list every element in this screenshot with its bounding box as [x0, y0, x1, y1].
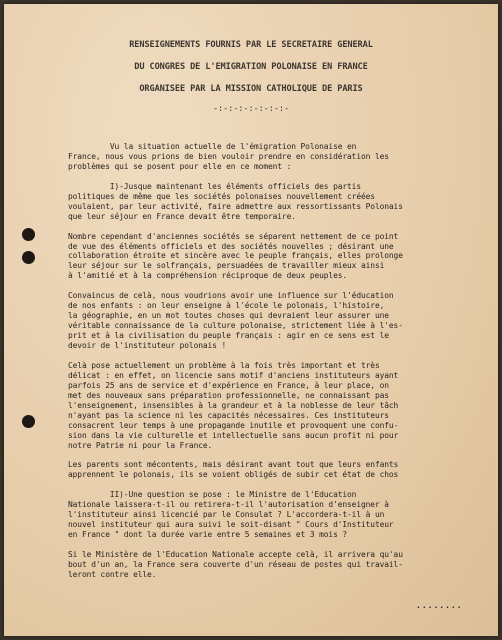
header-line-3: ORGANISEE PAR LA MISSION CATHOLIQUE DE PARIS	[139, 84, 363, 94]
body-text-line: sion dans la vie culturelle et intellectuelle sans aucun profit ni pour	[68, 430, 399, 440]
body-text-line: que leur séjour en France devait être temporaire.	[68, 211, 296, 221]
body-text-line: à l'amitié et à la compréhension réciproque de deux peuples.	[68, 271, 348, 281]
body-text-line: France, nous vous prions de bien vouloir prendre en considération les	[68, 151, 389, 161]
body-text-line: notre Patrie ni pour la France.	[68, 440, 213, 450]
document-page	[4, 4, 498, 636]
body-text-line: nouvel instituteur qui aura suivi le soit-disant " Cours d'Instituteur	[68, 520, 394, 530]
body-text-line: n'ayant pas la science ni les capacités nécessaires. Ces instituteurs	[68, 410, 389, 420]
body-text-line: I)-Jusque maintenant les éléments officiels des partis	[68, 181, 361, 191]
body-text-line: prit et à la civilisation du peuple français : agir en ce sens est le	[68, 331, 389, 340]
body-text-line: Nationale laissera-t-il ou retirera-t-il l'autorisation d'enseigner à	[68, 500, 389, 510]
body-text-line: Convaincus de celà, nous voudrions avoir une influence sur l'éducation	[68, 291, 394, 301]
body-text-line: leront contre elle.	[68, 569, 157, 579]
closing-dots: ........	[416, 601, 463, 610]
body-text-line: Celà pose actuellement un problème à la fois très important et très	[68, 360, 380, 370]
body-text-line: II)-Une question se pose : le Ministre de l'Education	[68, 490, 357, 500]
punch-hole	[22, 251, 35, 264]
body-text-line: l'instituteur ainsi licencié par le Consulat ? L'accordera-t-il à un	[68, 510, 385, 520]
body-text-line: devoir de l'instituteur polonais !	[68, 341, 227, 350]
body-text-line: en France " dont la durée varie entre 5 semaines et 3 mois ?	[68, 530, 348, 539]
body-text-line: apprennent le polonais, ils se voient obligés de subir cet état de chos	[68, 470, 399, 480]
header-line-2: DU CONGRES DE L'EMIGRATION POLONAISE EN FRANCE	[134, 62, 368, 72]
body-text-line: Si le Ministère de l'Education Nationale accepte celà, il arrivera qu'au	[68, 550, 403, 559]
body-text-line: collaboration étroite et sincère avec le peuple français, elles prolonge	[68, 251, 403, 261]
body-text-line: voulaient, par leur activité, faire admettre aux ressortissants Polonais	[68, 201, 403, 211]
body-text-line: politiques de même que les sociétés polonaises nouvellement créées	[68, 191, 375, 201]
body-text-line: véritable connaissance de la culture polonaise, strictement liée à l'es-	[68, 321, 403, 331]
body-text-line: délicat : en effet, on licencie sans motif d'anciens instituteurs ayant	[68, 370, 399, 380]
body-text-line: problèmes qui se posent pour elle en ce moment :	[68, 161, 292, 171]
body-text-line: Nombre cependant d'anciennes sociétés se séparent nettement de ce point	[68, 231, 399, 241]
body-text-line: de vue des éléments officiels et des sociétés nouvelles ; désirant une	[68, 241, 394, 251]
body-text-line: bout d'un an, la France sera couverte d'un réseau de postes qui travail-	[68, 559, 403, 569]
header-line-1: RENSEIGNEMENTS FOURNIS PAR LE SECRETAIRE GENERAL	[129, 40, 373, 50]
body-text-line: de nos enfants : on leur enseigne à l'école le polonais, l'histoire,	[68, 301, 385, 311]
body-text-line: parfois 25 ans de service et d'expérience en France, à leur place, on	[68, 380, 389, 390]
body-text-line: l'enseignement, insensibles à la grandeur et à la noblesse de leur tâch	[68, 400, 399, 410]
body-text-line: met des nouveaux sans préparation professionnelle, ne connaissant pas	[68, 390, 389, 400]
punch-hole	[22, 415, 35, 428]
punch-hole	[22, 228, 35, 241]
body-text-line: consacrent leur temps à une propagande inutile et provoquent une confu-	[68, 420, 399, 430]
header-separator: -:-:-:-:-:-:-:-	[212, 104, 290, 114]
body-text-line: Les parents sont mécontents, mais désirant avant tout que leurs enfants	[68, 460, 399, 470]
body-text-line: la géographie, en un mot toutes choses qui devraient leur assurer une	[68, 311, 389, 321]
body-text-line: leur séjour sur le solfrançais, persuadées de travailler mieux ainsi	[68, 261, 385, 271]
body-text-line: Vu la situation actuelle de l'émigration Polonaise en	[68, 142, 357, 151]
